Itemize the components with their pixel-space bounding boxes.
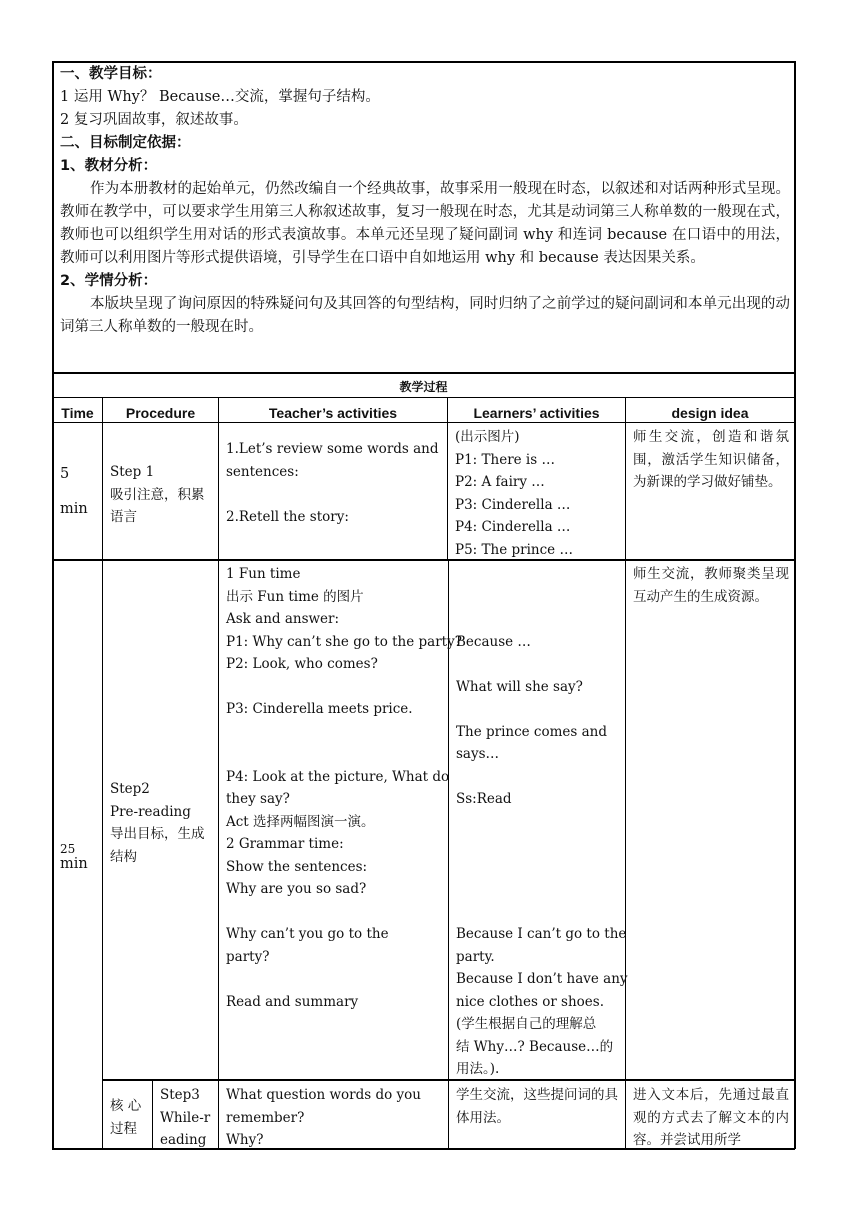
row2-teacher-line: P4: Look at the picture, What do — [226, 768, 450, 785]
row2-learner-activities — [456, 563, 628, 1081]
table-line — [218, 397, 219, 1149]
row1-teacher-line — [226, 483, 439, 506]
row2-teacher-line: Show the sentences: — [226, 858, 368, 875]
row2-teacher-line: P3: Cinderella meets price. — [226, 701, 413, 717]
row3-procedure-core — [110, 1095, 141, 1140]
row2-learner-line — [456, 563, 628, 586]
row2-learner-line: The prince comes and — [456, 723, 608, 740]
row2-learner-line — [456, 608, 628, 631]
row1-teacher-activities — [226, 438, 439, 528]
row1-procedure-line: Step 1 — [110, 464, 155, 480]
header-design-idea: design idea — [671, 405, 749, 421]
row1-learner-line: P5: The prince … — [455, 541, 573, 558]
row1-time-unit: min — [60, 501, 88, 517]
row2-learner-line: 结 Why…? Because…的 — [456, 1038, 614, 1055]
header-teacher-activities: Teacher’s activities — [268, 405, 398, 421]
row2-teacher-line: party? — [226, 948, 270, 965]
row2-learner-line — [456, 698, 628, 721]
row2-teacher-line: Act 选择两幅图演一演。 — [226, 813, 375, 830]
row2-learner-line — [456, 811, 628, 834]
table-line — [52, 372, 795, 374]
heading-basis: 二、目标制定依据： — [60, 135, 191, 151]
row2-teacher-line: Why can’t you go to the — [226, 926, 389, 942]
intro-border-right — [794, 61, 796, 373]
row3-teacher-line: remember? — [226, 1109, 305, 1126]
row1-learner-line: P2: A fairy … — [455, 474, 545, 490]
row2-learner-line — [456, 586, 628, 609]
row2-learner-line: Because I don’t have any — [456, 971, 628, 987]
row3-step-line: Step3 — [160, 1087, 200, 1103]
row2-teacher-line: 2 Grammar time: — [226, 836, 344, 852]
paragraph-textbook: 作为本册教材的起始单元，仍然改编自一个经典故事，故事采用一般现在时态，以叙述和对话两种形式呈现。教师在教学中，可以要求学生用第三人称叙述故事，复习一般现在时态，尤其是动词第三人称单数的一般现在式，教师也可以组织学生用对话的形式表演故事。本单元还呈现了疑问副词 why 和连词 because 在口语中的用法，教师可以利用图片等形式提供语境，引导学生在口语中自如地运用 why 和 because 表达因果关系。 — [60, 181, 790, 266]
intro-section — [60, 63, 790, 339]
row2-learner-line — [456, 901, 628, 924]
row1-procedure — [110, 461, 205, 529]
row2-teacher-line — [226, 968, 462, 991]
row2-teacher-line — [226, 721, 462, 744]
row3-learner-activities: 学生交流，这些提问词的具体用法。 — [456, 1087, 618, 1126]
row2-time-unit: min — [60, 856, 88, 872]
row2-learner-line — [456, 878, 628, 901]
row2-learner-line: Ss:Read — [456, 791, 512, 807]
row2-procedure-line: Step2 — [110, 781, 150, 797]
goal-2: 2 复习巩固故事，叙述故事。 — [60, 112, 248, 128]
row2-teacher-line — [226, 743, 462, 766]
row3-teacher-activities — [226, 1084, 421, 1152]
row1-teacher-line: 2.Retell the story: — [226, 508, 349, 525]
row2-learner-line: What will she say? — [456, 678, 583, 695]
row3-step-line: eading — [160, 1132, 207, 1148]
row1-learner-line: (出示图片) — [455, 429, 520, 445]
table-line — [52, 397, 795, 398]
table-line — [152, 1080, 153, 1149]
row3-procedure-step — [160, 1084, 210, 1152]
row2-design-idea: 师生交流，教师聚类呈现互动产生的生成资源。 — [633, 566, 789, 605]
row2-teacher-line — [226, 676, 462, 699]
row2-procedure-line: 导出目标，生成 — [110, 826, 205, 842]
row1-learner-line: P1: There is … — [455, 451, 555, 468]
row3-teacher-line: Why? — [226, 1132, 264, 1148]
row2-learner-line — [456, 856, 628, 879]
table-line — [52, 372, 54, 1149]
header-procedure: Procedure — [125, 405, 196, 421]
table-line — [794, 372, 796, 1149]
row2-time-num: 25 — [60, 842, 76, 856]
row3-design-idea: 进入文本后，先通过最直观的方式去了解文本的内容。并尝试用所学 — [633, 1087, 789, 1148]
row2-teacher-line: 1 Fun time — [226, 566, 301, 582]
table-line — [52, 559, 795, 561]
row2-learner-line — [456, 653, 628, 676]
row2-learner-line: Because … — [456, 633, 531, 650]
row2-teacher-line: P2: Look, who comes? — [226, 656, 378, 672]
row1-design-idea: 师生交流，创造和谐氛围，激活学生知识储备，为新课的学习做好铺垫。 — [633, 429, 789, 490]
row1-teacher-line: 1.Let’s review some words and — [226, 441, 439, 457]
row2-procedure-line: Pre-reading — [110, 803, 191, 820]
row2-teacher-line: Read and summary — [226, 993, 359, 1010]
row2-learner-line: party. — [456, 948, 495, 965]
row2-learner-line: nice clothes or shoes. — [456, 993, 605, 1010]
row1-time-num: 5 — [60, 466, 70, 482]
row2-teacher-line: Why are you so sad? — [226, 881, 367, 897]
row3-step-line: While-r — [160, 1109, 211, 1126]
row2-procedure — [110, 778, 205, 868]
row2-teacher-line: 出示 Fun time 的图片 — [226, 588, 364, 605]
table-line — [52, 422, 795, 423]
row2-learner-line — [456, 833, 628, 856]
row1-learner-line: P3: Cinderella … — [455, 496, 571, 513]
subheading-textbook: 1、教材分析： — [60, 158, 158, 174]
header-learner-activities: Learners’ activities — [473, 405, 600, 421]
row1-procedure-line: 吸引注意，积累 — [110, 486, 205, 503]
row1-teacher-line: sentences: — [226, 463, 299, 480]
row2-learner-line: Because I can’t go to the — [456, 926, 627, 942]
row2-teacher-line: they say? — [226, 791, 290, 807]
header-time: Time — [61, 405, 94, 421]
row2-learner-line: says… — [456, 746, 500, 762]
row2-learner-line: (学生根据自己的理解总 — [456, 1016, 597, 1032]
table-caption: 教学过程 — [399, 380, 448, 394]
row1-learner-activities — [455, 426, 573, 561]
heading-teaching-goals: 一、教学目标： — [60, 66, 162, 82]
row2-teacher-activities — [226, 563, 462, 1013]
paragraph-students: 本版块呈现了询问原因的特殊疑问句及其回答的句型结构，同时归纳了之前学过的疑问副词和本单元出现的动词第三人称单数的一般现在时。 — [60, 296, 790, 335]
goal-1: 1 运用 Why？ Because…交流，掌握句子结构。 — [60, 89, 380, 105]
row2-teacher-line — [226, 901, 462, 924]
table-line — [102, 397, 103, 1149]
row2-procedure-line: 结构 — [110, 848, 137, 865]
row2-learner-line: 用法。). — [456, 1061, 500, 1077]
row2-teacher-line: P1: Why can’t she go to the party? — [226, 633, 462, 650]
row3-teacher-line: What question words do you — [226, 1087, 421, 1103]
subheading-students: 2、学情分析： — [60, 273, 158, 289]
row2-teacher-line: Ask and answer: — [226, 611, 340, 627]
row3-procedure-line: 过程 — [110, 1120, 137, 1137]
row2-learner-line — [456, 766, 628, 789]
row1-procedure-line: 语言 — [110, 509, 137, 525]
row3-procedure-line: 核 心 — [110, 1098, 142, 1114]
row1-learner-line: P4: Cinderella … — [455, 519, 571, 535]
intro-border-left — [52, 61, 54, 373]
